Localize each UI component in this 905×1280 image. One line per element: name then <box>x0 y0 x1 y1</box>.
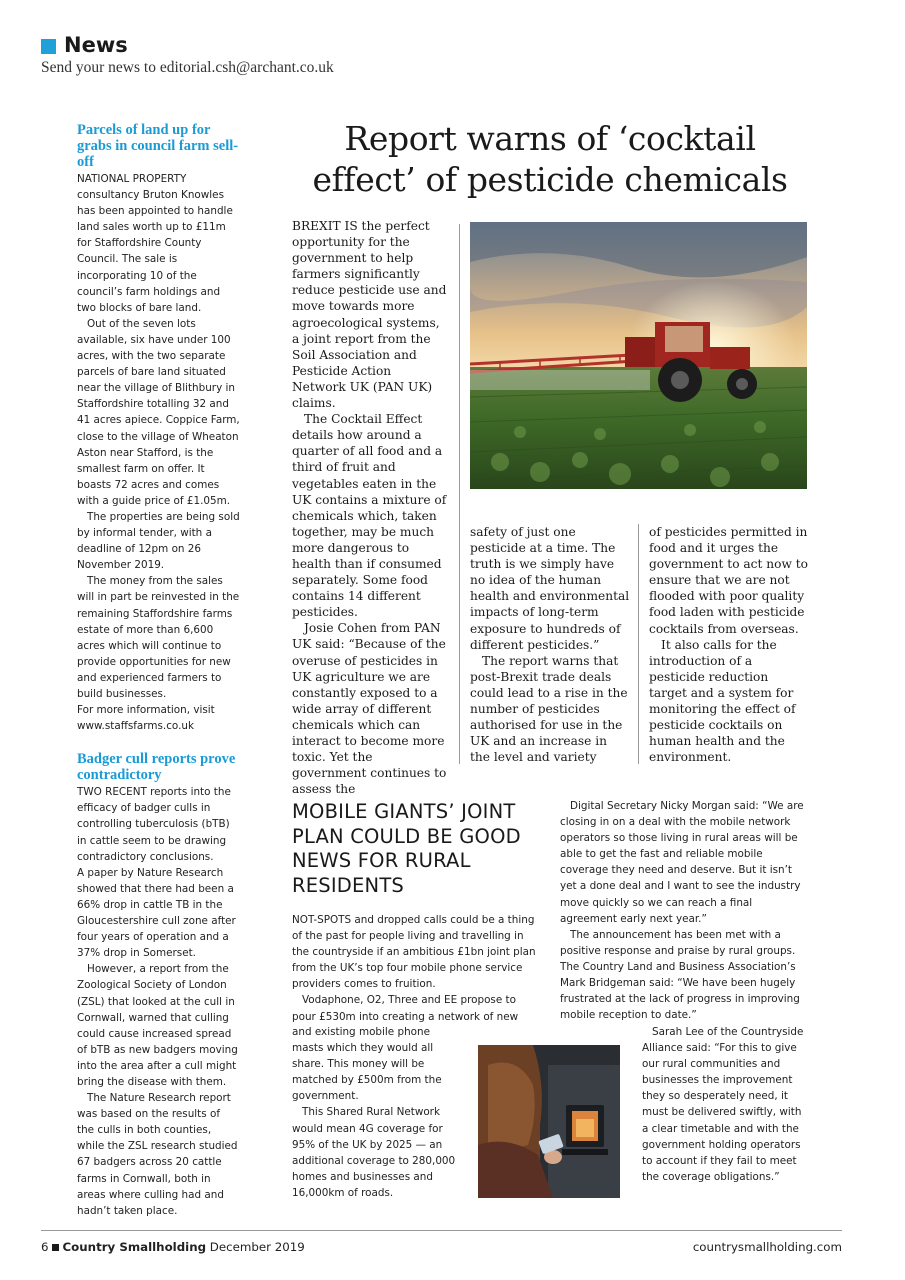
article-column-2 <box>470 524 630 765</box>
article-paragraph: BREXIT IS the perfect opportunity for the government to help farmers significantly reduce pesticide use and move towards more agroecological systems, a joint report from the Soil Association and Pesticide Action Network UK (PAN UK) claims. <box>292 219 447 411</box>
page-number: 6 <box>41 1240 49 1254</box>
column-divider <box>459 224 460 764</box>
article-paragraph: The Cocktail Effect details how around a quarter of all food and a third of fruit and vegetables eaten in the UK contains a mixture of chemicals which, taken together, may be much more dangerous to health than if consumed separately. Some food contains 14 different pesticides. <box>292 412 447 620</box>
sidebar-story1-paragraph: NATIONAL PROPERTY consultancy Bruton Knowles has been appointed to handle land sales worth up to £11m for Staffordshire County Council. The sale is incorporating 10 of the council’s farm holdings and two blocks of bare land. <box>77 173 233 314</box>
footer-website: countrysmallholding.com <box>692 1240 842 1254</box>
article-column-3 <box>649 524 809 765</box>
issue-date: December 2019 <box>209 1240 305 1254</box>
mobile-article-column-1b <box>292 1024 462 1201</box>
mobile-article-column-2b <box>642 1024 810 1185</box>
mobile-paragraph: This Shared Rural Network would mean 4G coverage for 95% of the UK by 2025 — an additional coverage to 280,000 homes and businesses and 16,000km of roads. <box>292 1106 456 1199</box>
woman-phone-photo <box>478 1045 620 1198</box>
sidebar <box>77 122 240 1219</box>
footer-folio <box>41 1240 305 1254</box>
mobile-paragraph: and existing mobile phone masts which they would all share. This money will be matched by £500m from the government. <box>292 1026 442 1103</box>
magazine-name: Country Smallholding <box>62 1240 207 1254</box>
column-divider <box>638 524 639 764</box>
mobile-paragraph: The announcement has been met with a positive response and praise by rural groups. The Country Land and Business Association’s Mark Bridgeman said: “We have been hugely frustrated at the lack of progress in improving mobile reception to date.” <box>560 928 800 1022</box>
section-marker <box>41 39 56 54</box>
article-headline: Report warns of ‘cocktail effect’ of pesticide chemicals <box>312 119 788 199</box>
sidebar-story2-headline: Badger cull reports prove contradictory <box>77 751 236 784</box>
mobile-article-column-1a <box>292 912 542 1025</box>
article-paragraph: Josie Cohen from PAN UK said: “Because of the overuse of pesticides in UK agriculture we are constantly exposed to a wide array of different chemicals which can interact to become more toxic. Yet the government continues to assess the <box>292 621 447 797</box>
sidebar-story2-paragraph: The Nature Research report was based on the results of the culls in both counties, while the ZSL research studied 67 badgers across 20 cattle farms in Cornwall, both in areas where culling had and hadn’t taken place. <box>77 1092 238 1217</box>
sidebar-story1-more-info: For more information, visit www.staffsfarms.co.uk <box>77 704 215 733</box>
sidebar-story1-paragraph: The money from the sales will in part be reinvested in the remaining Staffordshire farms estate of more than 6,600 acres which will continue to provide opportunities for new and experienced farmers to build businesses. <box>77 575 240 700</box>
sidebar-story2-paragraph: However, a report from the Zoological Society of London (ZSL) that looked at the cull in Cornwall, warned that culling could cause increased spread of bTB as new badgers moving into the area after a cull might bring the disease with them. <box>77 963 238 1088</box>
article-paragraph: It also calls for the introduction of a pesticide reduction target and a system for monitoring the effect of pesticide cocktails on human health and the environment. <box>649 637 796 765</box>
sidebar-story2-paragraph: A paper by Nature Research showed that there had been a 66% drop in cattle TB in the Gloucestershire cull zone after four years of operation and a 37% drop in Somerset. <box>77 866 236 960</box>
sidebar-story2-paragraph: TWO RECENT reports into the efficacy of badger culls in controlling tuberculosis (bTB) in cattle seem to be drawing contradictory conclusions. <box>77 786 231 863</box>
mobile-paragraph: NOT-SPOTS and dropped calls could be a thing of the past for people living and travelling in the countryside if an ambitious £1bn joint plan from the UK’s top four mobile phone service providers comes to fruition. <box>292 914 536 991</box>
article-column-1 <box>292 218 447 797</box>
mobile-paragraph: Sarah Lee of the Countryside Alliance said: “For this to give our rural communities and businesses the improvement they so desperately need, it must be delivered swiftly, with a clear timetable and with the government holding operators to account if they fail to meet the coverage obligations.” <box>642 1026 804 1183</box>
mobile-article-column-2a <box>560 798 810 1023</box>
tractor-photo <box>470 222 807 489</box>
footer-rule <box>41 1230 842 1231</box>
mobile-paragraph: Digital Secretary Nicky Morgan said: “We are closing in on a deal with the mobile network operators so those living in rural areas will be able to get the fast and reliable mobile coverage they need and deserve. But it isn’t yet a done deal and I want to see the industry move quickly so we can reach a final agreement early next year.” <box>560 800 804 925</box>
article-paragraph: safety of just one pesticide at a time. The truth is we simply have no idea of the human health and environmental impacts of long-term exposure to hundreds of different pesticides.” <box>470 525 630 652</box>
sidebar-story1-headline: Parcels of land up for grabs in council farm sell-off <box>77 122 239 170</box>
sidebar-story1-paragraph: The properties are being sold by informal tender, with a deadline of 12pm on 26 November 2019. <box>77 510 240 572</box>
mobile-paragraph: Vodaphone, O2, Three and EE propose to pour £530m into creating a network of new <box>292 994 519 1023</box>
section-subline: Send your news to editorial.csh@archant.co.uk <box>41 59 334 76</box>
mobile-article-headline: MOBILE GIANTS’ JOINT PLAN COULD BE GOOD NEWS FOR RURAL RESIDENTS <box>292 800 521 897</box>
article-paragraph: of pesticides permitted in food and it urges the government to act now to ensure that we are not flooded with poor quality food laden with pesticide cocktails from overseas. <box>649 525 809 636</box>
section-title: News <box>64 33 128 57</box>
sidebar-story1-paragraph: Out of the seven lots available, six have under 100 acres, with the two separate parcels of bare land situated near the village of Blithbury in Staffordshire totalling 32 and 41 acres apiece. Coppice Farm, close to the village of Wheaton Aston near Stafford, is the smallest farm on offer. It boasts 72 acres and comes with a guide price of £1.05m. <box>77 317 240 507</box>
folio-square-icon <box>52 1244 59 1251</box>
article-paragraph: The report warns that post-Brexit trade deals could lead to a rise in the number of pesticides authorised for use in the UK and an increase in the level and variety <box>470 653 628 765</box>
